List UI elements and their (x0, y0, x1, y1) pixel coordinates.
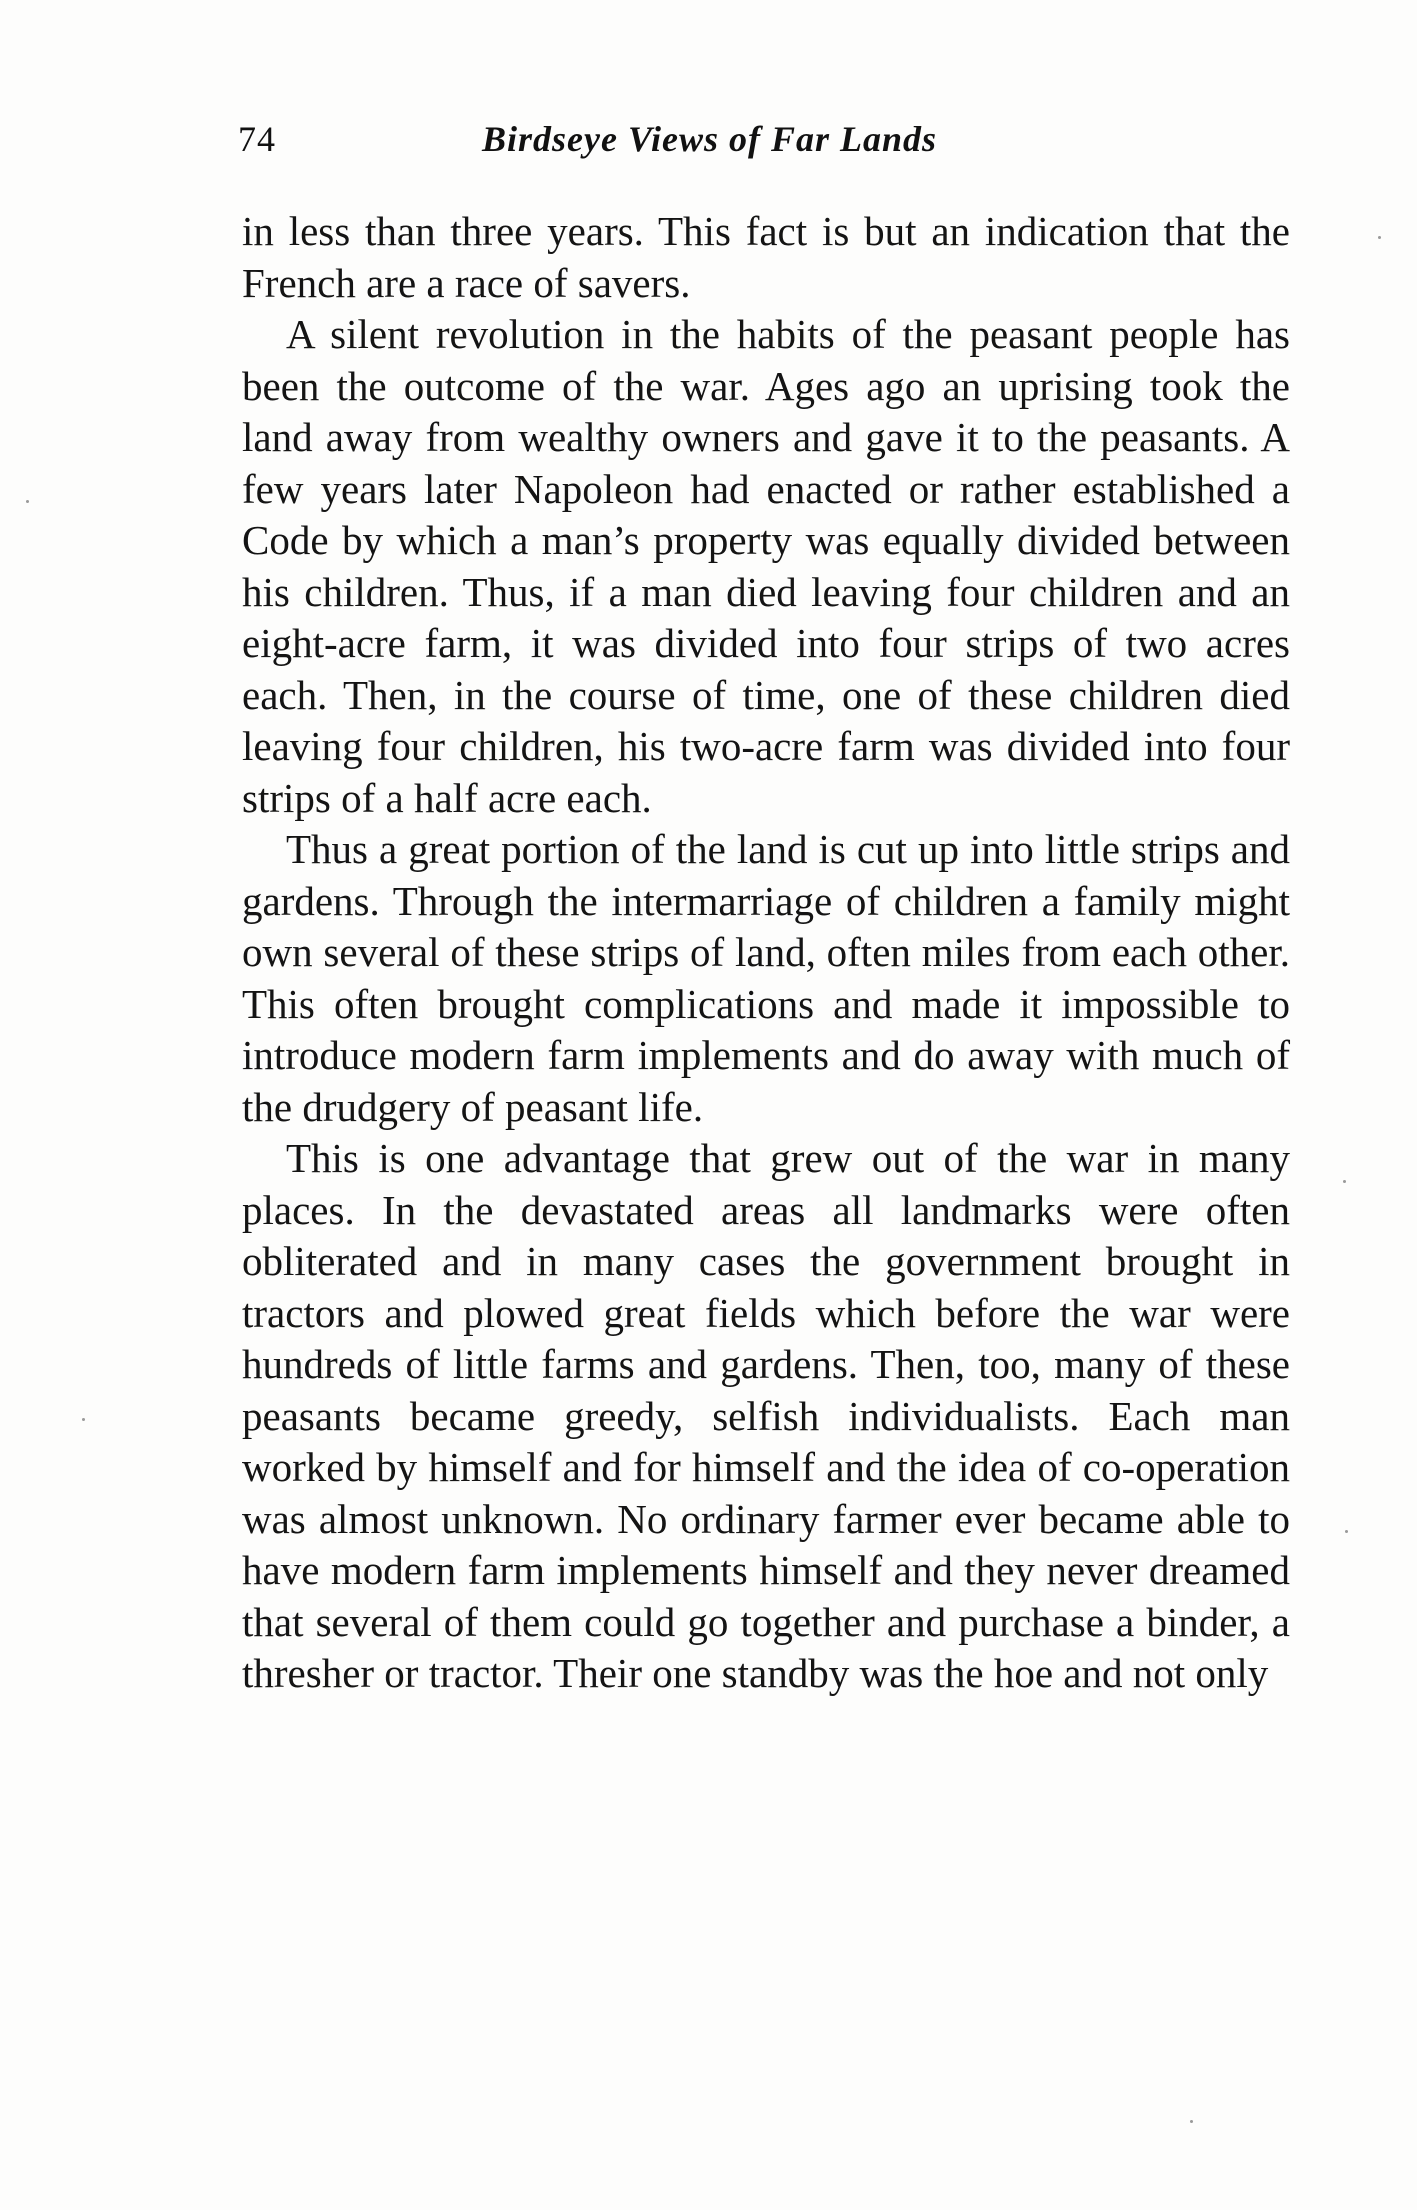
body-text (242, 206, 1290, 1700)
paragraph-1: in less than three years. This fact is but an indication that the French are a race of savers. (242, 208, 1290, 306)
paragraph-4: This is one advantage that grew out of the war in many places. In the devastated areas all landmarks were often obliterated and in many cases the government brought in tractors and plowed great fields which before the war were hundreds of little farms and gardens. Then, too, many of these peasants became greedy, selfish individualists. Each man worked by himself and for himself and the idea of co-operation was almost unknown. No ordinary farmer ever became able to have modern farm implements himself and they never dreamed that several of them could go together and purchase a binder, a thresher or tractor. Their one standby was the hoe and not only (242, 1135, 1290, 1696)
paper-speck (82, 1418, 85, 1421)
paper-speck (1378, 236, 1381, 239)
paragraph-2: A silent revolution in the habits of the peasant people has been the outcome of the war. Ages ago an uprising took the land away from wealthy owners and gave it to the peasants. A few years later Napoleon had enacted or rather established a Code by which a man’s property was equally divided between his children. Thus, if a man died leaving four children and an eight-acre farm, it was divided into four strips of two acres each. Then, in the course of time, one of these children died leaving four children, his two-acre farm was divided into four strips of a half acre each. (242, 311, 1290, 821)
paper-speck (1190, 2120, 1193, 2123)
paper-speck (1343, 1180, 1346, 1183)
page-number: 74 (238, 119, 276, 159)
paper-speck (26, 500, 29, 503)
paper-speck (1345, 1530, 1348, 1533)
running-title: Birdseye Views of Far Lands (482, 119, 938, 159)
paragraph-3: Thus a great portion of the land is cut up into little strips and gardens. Through the intermarriage of children a family might own several of these strips of land, often miles from each other. This often brought complications and made it impossible to introduce modern farm implements and do away with much of the drudgery of peasant life. (242, 826, 1290, 1130)
page-header (238, 118, 1290, 168)
